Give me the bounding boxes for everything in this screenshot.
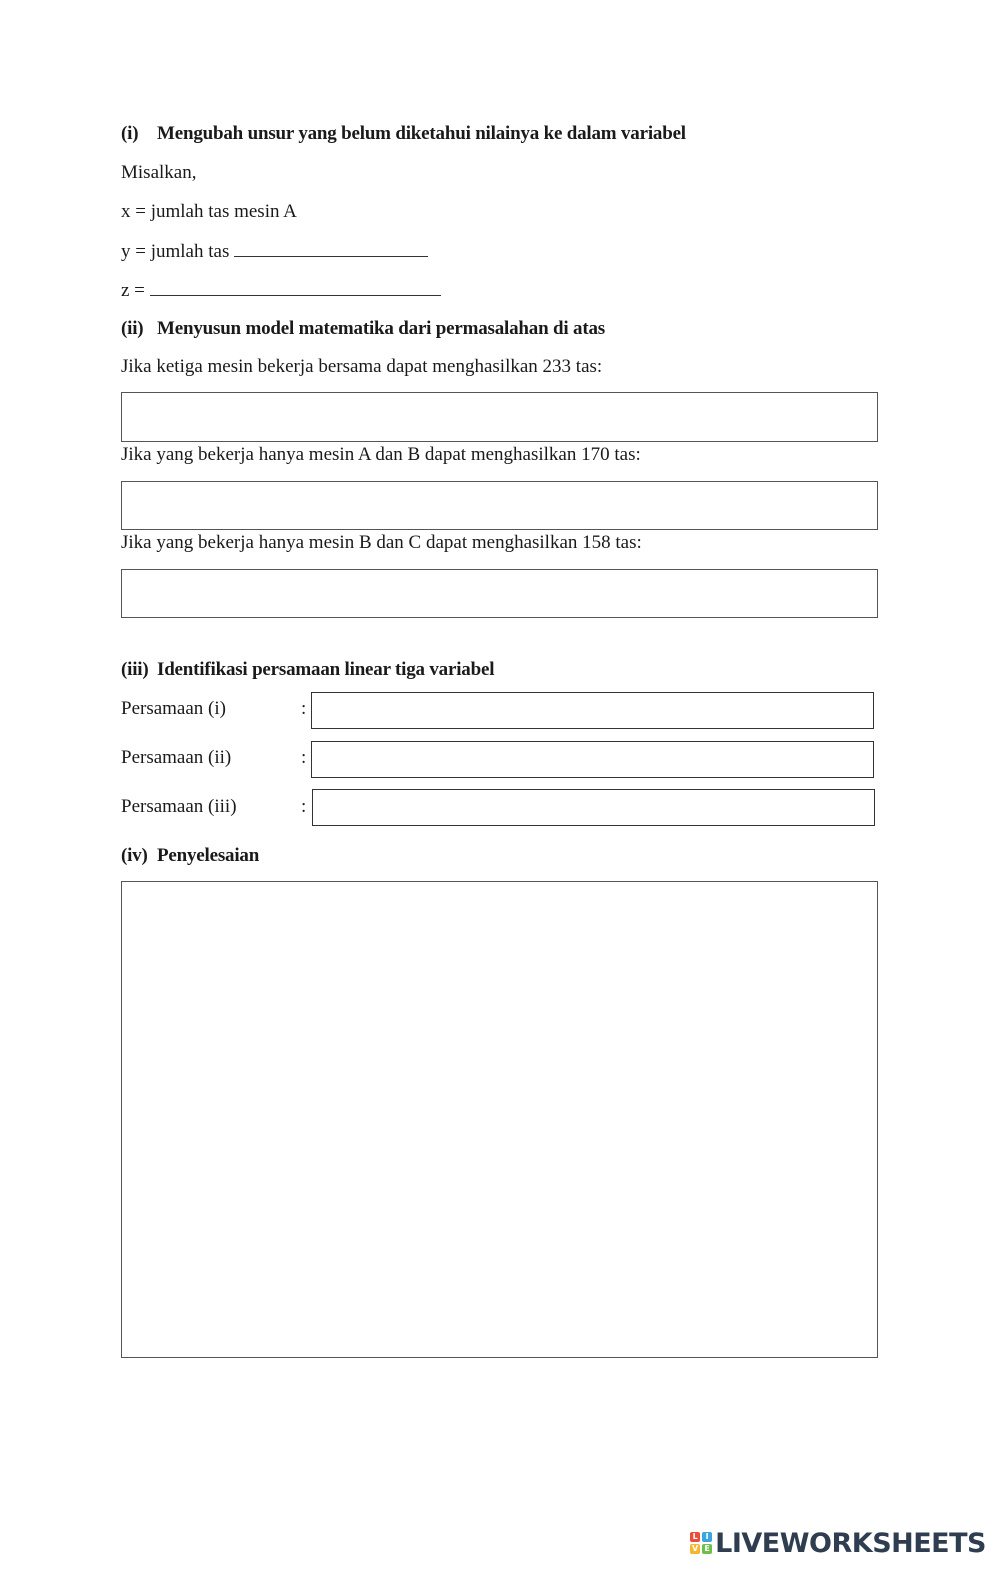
section-4-title: Penyelesaian — [157, 845, 260, 866]
equation-1-colon: : — [301, 698, 307, 719]
equation-2-colon: : — [301, 747, 307, 768]
variable-z-text: z = — [121, 280, 145, 301]
equation-2-label: Persamaan (ii) — [121, 747, 232, 768]
variable-z-blank[interactable] — [150, 278, 441, 296]
brand-name: LIVEWORKSHEETS — [715, 1527, 986, 1559]
section-1-heading — [121, 122, 686, 146]
answer-box-2[interactable] — [121, 481, 878, 530]
question-2-text: Jika yang bekerja hanya mesin A dan B dapat menghasilkan 170 tas: — [121, 444, 641, 465]
equation-2-field[interactable] — [311, 741, 874, 778]
logo-tile-2: I — [702, 1532, 712, 1542]
section-2-number: (ii) — [121, 318, 144, 339]
variable-z-line — [121, 278, 441, 303]
variable-y-blank[interactable] — [234, 239, 428, 257]
liveworksheets-logo-icon — [690, 1532, 712, 1554]
section-4-heading — [121, 844, 259, 868]
equation-3-field[interactable] — [312, 789, 875, 826]
answer-box-1[interactable] — [121, 392, 878, 442]
variable-y-text: y = jumlah tas — [121, 241, 230, 262]
logo-tile-3: V — [692, 1544, 699, 1553]
logo-tile-4: E — [702, 1544, 712, 1554]
equation-3-label: Persamaan (iii) — [121, 796, 237, 817]
section-3-heading — [121, 658, 494, 682]
section-4-number: (iv) — [121, 845, 148, 866]
liveworksheets-brand — [690, 1527, 986, 1559]
answer-box-3[interactable] — [121, 569, 878, 618]
question-3-text: Jika yang bekerja hanya mesin B dan C dapat menghasilkan 158 tas: — [121, 532, 642, 553]
variable-y-line — [121, 239, 428, 264]
equation-3-colon: : — [301, 796, 307, 817]
logo-tile-1: L — [690, 1532, 700, 1542]
section-2-heading — [121, 317, 605, 341]
solution-box[interactable] — [121, 881, 878, 1358]
section-3-number: (iii) — [121, 659, 149, 680]
equation-1-label: Persamaan (i) — [121, 698, 226, 719]
section-2-title: Menyusun model matematika dari permasalahan di atas — [157, 318, 605, 339]
equation-1-field[interactable] — [311, 692, 874, 729]
section-1-number: (i) — [121, 123, 139, 144]
intro-text: Misalkan, — [121, 162, 197, 183]
variable-x-line: x = jumlah tas mesin A — [121, 201, 297, 222]
section-1-title: Mengubah unsur yang belum diketahui nilainya ke dalam variabel — [157, 123, 686, 144]
section-3-title: Identifikasi persamaan linear tiga variabel — [157, 659, 495, 680]
question-1-text: Jika ketiga mesin bekerja bersama dapat menghasilkan 233 tas: — [121, 356, 603, 377]
